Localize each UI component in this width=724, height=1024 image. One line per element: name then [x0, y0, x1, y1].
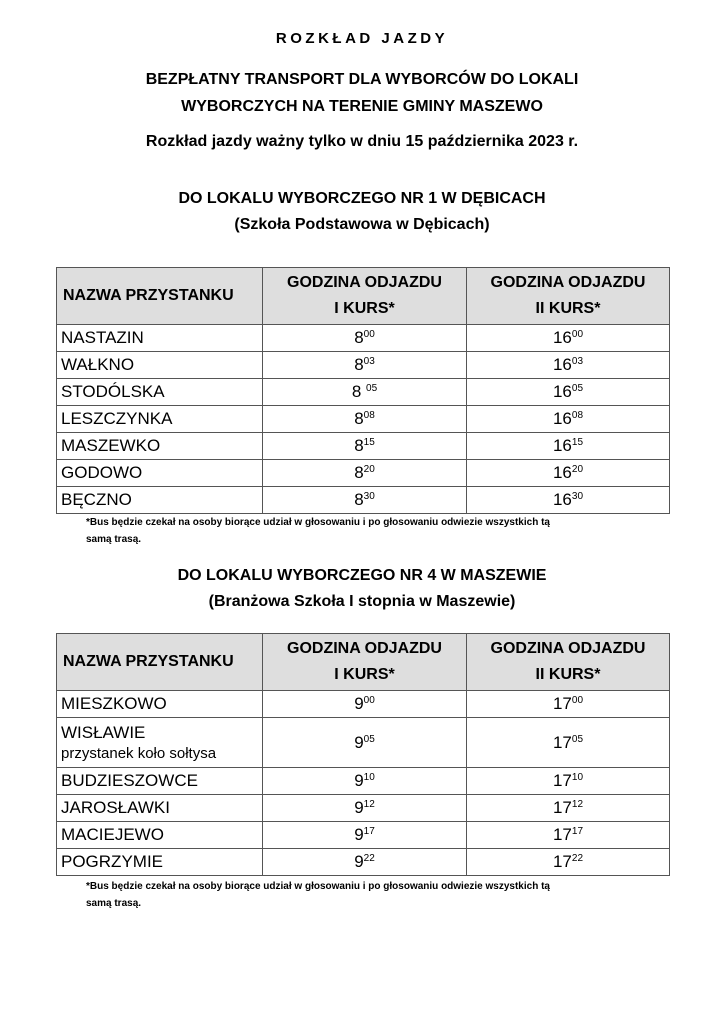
section-1-footnote — [86, 514, 646, 548]
time-minute: 00 — [363, 329, 375, 340]
subtitle-line-2: WYBORCZYCH NA TERENIE GMINY MASZEWO — [181, 98, 543, 115]
departure-time-course-2 — [467, 718, 670, 768]
stop-name: MIESZKOWO — [57, 691, 263, 718]
time-hour: 9 — [354, 825, 364, 844]
time-minute: 20 — [363, 464, 375, 475]
time-hour: 17 — [552, 771, 572, 790]
departure-time-course-1 — [263, 325, 467, 352]
schedule-table-1 — [56, 267, 670, 514]
section-2-heading: DO LOKALU WYBORCZEGO NR 4 W MASZEWIE — [177, 567, 547, 584]
section-1-heading: DO LOKALU WYBORCZEGO NR 1 W DĘBICACH — [178, 190, 546, 207]
time-minute: 03 — [363, 356, 375, 367]
table-row — [57, 325, 670, 352]
column-header-course-2-line-1: GODZINA ODJAZDU — [490, 274, 646, 291]
table-row — [57, 406, 670, 433]
stop-name: STODÓLSKA — [57, 379, 263, 406]
column-header-course-2-line-1: GODZINA ODJAZDU — [490, 640, 646, 657]
table-header-row — [57, 634, 670, 691]
stop-name: BUDZIESZOWCE — [57, 768, 263, 795]
footnote-line-1: *Bus będzie czekał na osoby biorące udział w głosowaniu i po głosowaniu odwiezie wszystkich tą — [86, 517, 550, 528]
departure-time-course-2 — [467, 433, 670, 460]
column-header-course-1-line-1: GODZINA ODJAZDU — [287, 640, 442, 657]
schedule-table-2 — [56, 633, 670, 876]
column-header-course-1-line-2: I KURS* — [334, 300, 395, 317]
time-hour: 16 — [552, 436, 572, 455]
section-1-subheading: (Szkoła Podstawowa w Dębicach) — [234, 216, 490, 233]
departure-time-course-1 — [263, 379, 467, 406]
time-minute: 05 — [571, 383, 584, 394]
departure-time-course-1 — [263, 460, 467, 487]
time-hour: 9 — [354, 732, 364, 752]
departure-time-course-2 — [467, 379, 670, 406]
time-hour: 17 — [552, 798, 572, 817]
column-header-course-1 — [263, 268, 467, 325]
time-minute: 05 — [366, 383, 378, 394]
table-row — [57, 849, 670, 876]
column-header-course-2 — [467, 634, 670, 691]
time-hour: 16 — [552, 490, 572, 509]
time-minute: 12 — [571, 799, 584, 810]
departure-time-course-2 — [467, 325, 670, 352]
departure-time-course-1 — [263, 406, 467, 433]
departure-time-course-1 — [263, 822, 467, 849]
stop-name: MACIEJEWO — [57, 822, 263, 849]
stop-name-detail: przystanek koło sołtysa — [61, 745, 217, 762]
stop-name: MASZEWKO — [57, 433, 263, 460]
time-minute: 08 — [571, 410, 584, 421]
time-hour: 16 — [552, 382, 572, 401]
departure-time-course-1 — [263, 487, 467, 514]
column-header-course-1-line-1: GODZINA ODJAZDU — [287, 274, 442, 291]
time-minute: 17 — [363, 826, 375, 837]
time-hour: 8 — [354, 463, 364, 482]
time-minute: 10 — [571, 772, 584, 783]
table-row — [57, 352, 670, 379]
document-subtitle — [0, 66, 724, 120]
table-row — [57, 691, 670, 718]
time-minute: 17 — [571, 826, 584, 837]
departure-time-course-2 — [467, 460, 670, 487]
column-header-stop: NAZWA PRZYSTANKU — [57, 634, 263, 691]
table-header-row — [57, 268, 670, 325]
column-header-course-2-line-2: II KURS* — [535, 666, 601, 683]
time-minute: 22 — [571, 853, 584, 864]
departure-time-course-2 — [467, 352, 670, 379]
column-header-course-2 — [467, 268, 670, 325]
time-hour: 8 — [351, 382, 367, 401]
time-hour: 16 — [552, 328, 572, 347]
time-hour: 8 — [354, 436, 364, 455]
departure-time-course-1 — [263, 433, 467, 460]
departure-time-course-2 — [467, 795, 670, 822]
section-2-footnote — [86, 878, 646, 912]
document-title: ROZKŁAD JAZDY — [275, 30, 449, 47]
time-hour: 8 — [354, 355, 364, 374]
departure-time-course-2 — [467, 406, 670, 433]
departure-time-course-1 — [263, 352, 467, 379]
footnote-line-2: samą trasą. — [86, 898, 142, 909]
stop-name: BĘCZNO — [57, 487, 263, 514]
time-hour: 17 — [552, 852, 572, 871]
departure-time-course-1 — [263, 849, 467, 876]
time-minute: 30 — [363, 491, 375, 502]
table-row — [57, 379, 670, 406]
departure-time-course-1 — [263, 768, 467, 795]
footnote-line-2: samą trasą. — [86, 534, 142, 545]
time-minute: 00 — [571, 329, 584, 340]
time-minute: 15 — [363, 437, 375, 448]
time-hour: 16 — [552, 409, 572, 428]
stop-name: LESZCZYNKA — [57, 406, 263, 433]
time-hour: 16 — [552, 463, 572, 482]
stop-name: WISŁAWIE — [61, 723, 146, 742]
time-minute: 00 — [571, 695, 584, 706]
table-row — [57, 795, 670, 822]
stop-name: POGRZYMIE — [57, 849, 263, 876]
column-header-stop: NAZWA PRZYSTANKU — [57, 268, 263, 325]
column-header-course-2-line-2: II KURS* — [535, 300, 601, 317]
column-header-course-1-line-2: I KURS* — [334, 666, 395, 683]
subtitle-line-1: BEZPŁATNY TRANSPORT DLA WYBORCÓW DO LOKALI — [145, 71, 579, 88]
departure-time-course-2 — [467, 849, 670, 876]
table-row — [57, 768, 670, 795]
time-hour: 17 — [552, 694, 572, 713]
stop-name: WAŁKNO — [57, 352, 263, 379]
time-hour: 8 — [354, 490, 364, 509]
section-2-heading-block — [0, 563, 724, 615]
column-header-course-1 — [263, 634, 467, 691]
footnote-line-1: *Bus będzie czekał na osoby biorące udział w głosowaniu i po głosowaniu odwiezie wszystkich tą — [86, 881, 550, 892]
table-row — [57, 822, 670, 849]
time-minute: 15 — [571, 437, 584, 448]
table-row — [57, 460, 670, 487]
stop-name: GODOWO — [57, 460, 263, 487]
time-hour: 17 — [552, 825, 572, 844]
time-minute: 20 — [571, 464, 584, 475]
time-hour: 16 — [552, 355, 572, 374]
time-minute: 22 — [363, 853, 375, 864]
validity-note: Rozkład jazdy ważny tylko w dniu 15 października 2023 r. — [145, 133, 579, 150]
table-row — [57, 433, 670, 460]
stop-name: NASTAZIN — [57, 325, 263, 352]
departure-time-course-1 — [263, 795, 467, 822]
departure-time-course-1 — [263, 691, 467, 718]
time-minute: 00 — [363, 695, 375, 706]
time-minute: 05 — [571, 733, 584, 745]
time-hour: 9 — [354, 798, 364, 817]
time-hour: 9 — [354, 694, 364, 713]
time-minute: 08 — [363, 410, 375, 421]
section-1-heading-block — [0, 186, 724, 238]
stop-name-block — [57, 718, 263, 768]
departure-time-course-1 — [263, 718, 467, 768]
time-hour: 8 — [354, 409, 364, 428]
table-row — [57, 718, 670, 768]
time-hour: 17 — [552, 732, 572, 752]
departure-time-course-2 — [467, 487, 670, 514]
departure-time-course-2 — [467, 768, 670, 795]
time-hour: 9 — [354, 771, 364, 790]
time-minute: 10 — [363, 772, 375, 783]
departure-time-course-2 — [467, 691, 670, 718]
time-hour: 9 — [354, 852, 364, 871]
time-minute: 05 — [363, 733, 375, 745]
section-2-subheading: (Branżowa Szkoła I stopnia w Maszewie) — [208, 593, 516, 610]
departure-time-course-2 — [467, 822, 670, 849]
time-minute: 30 — [571, 491, 584, 502]
time-minute: 12 — [363, 799, 375, 810]
time-hour: 8 — [354, 328, 364, 347]
stop-name: JAROSŁAWKI — [57, 795, 263, 822]
table-row — [57, 487, 670, 514]
time-minute: 03 — [571, 356, 584, 367]
